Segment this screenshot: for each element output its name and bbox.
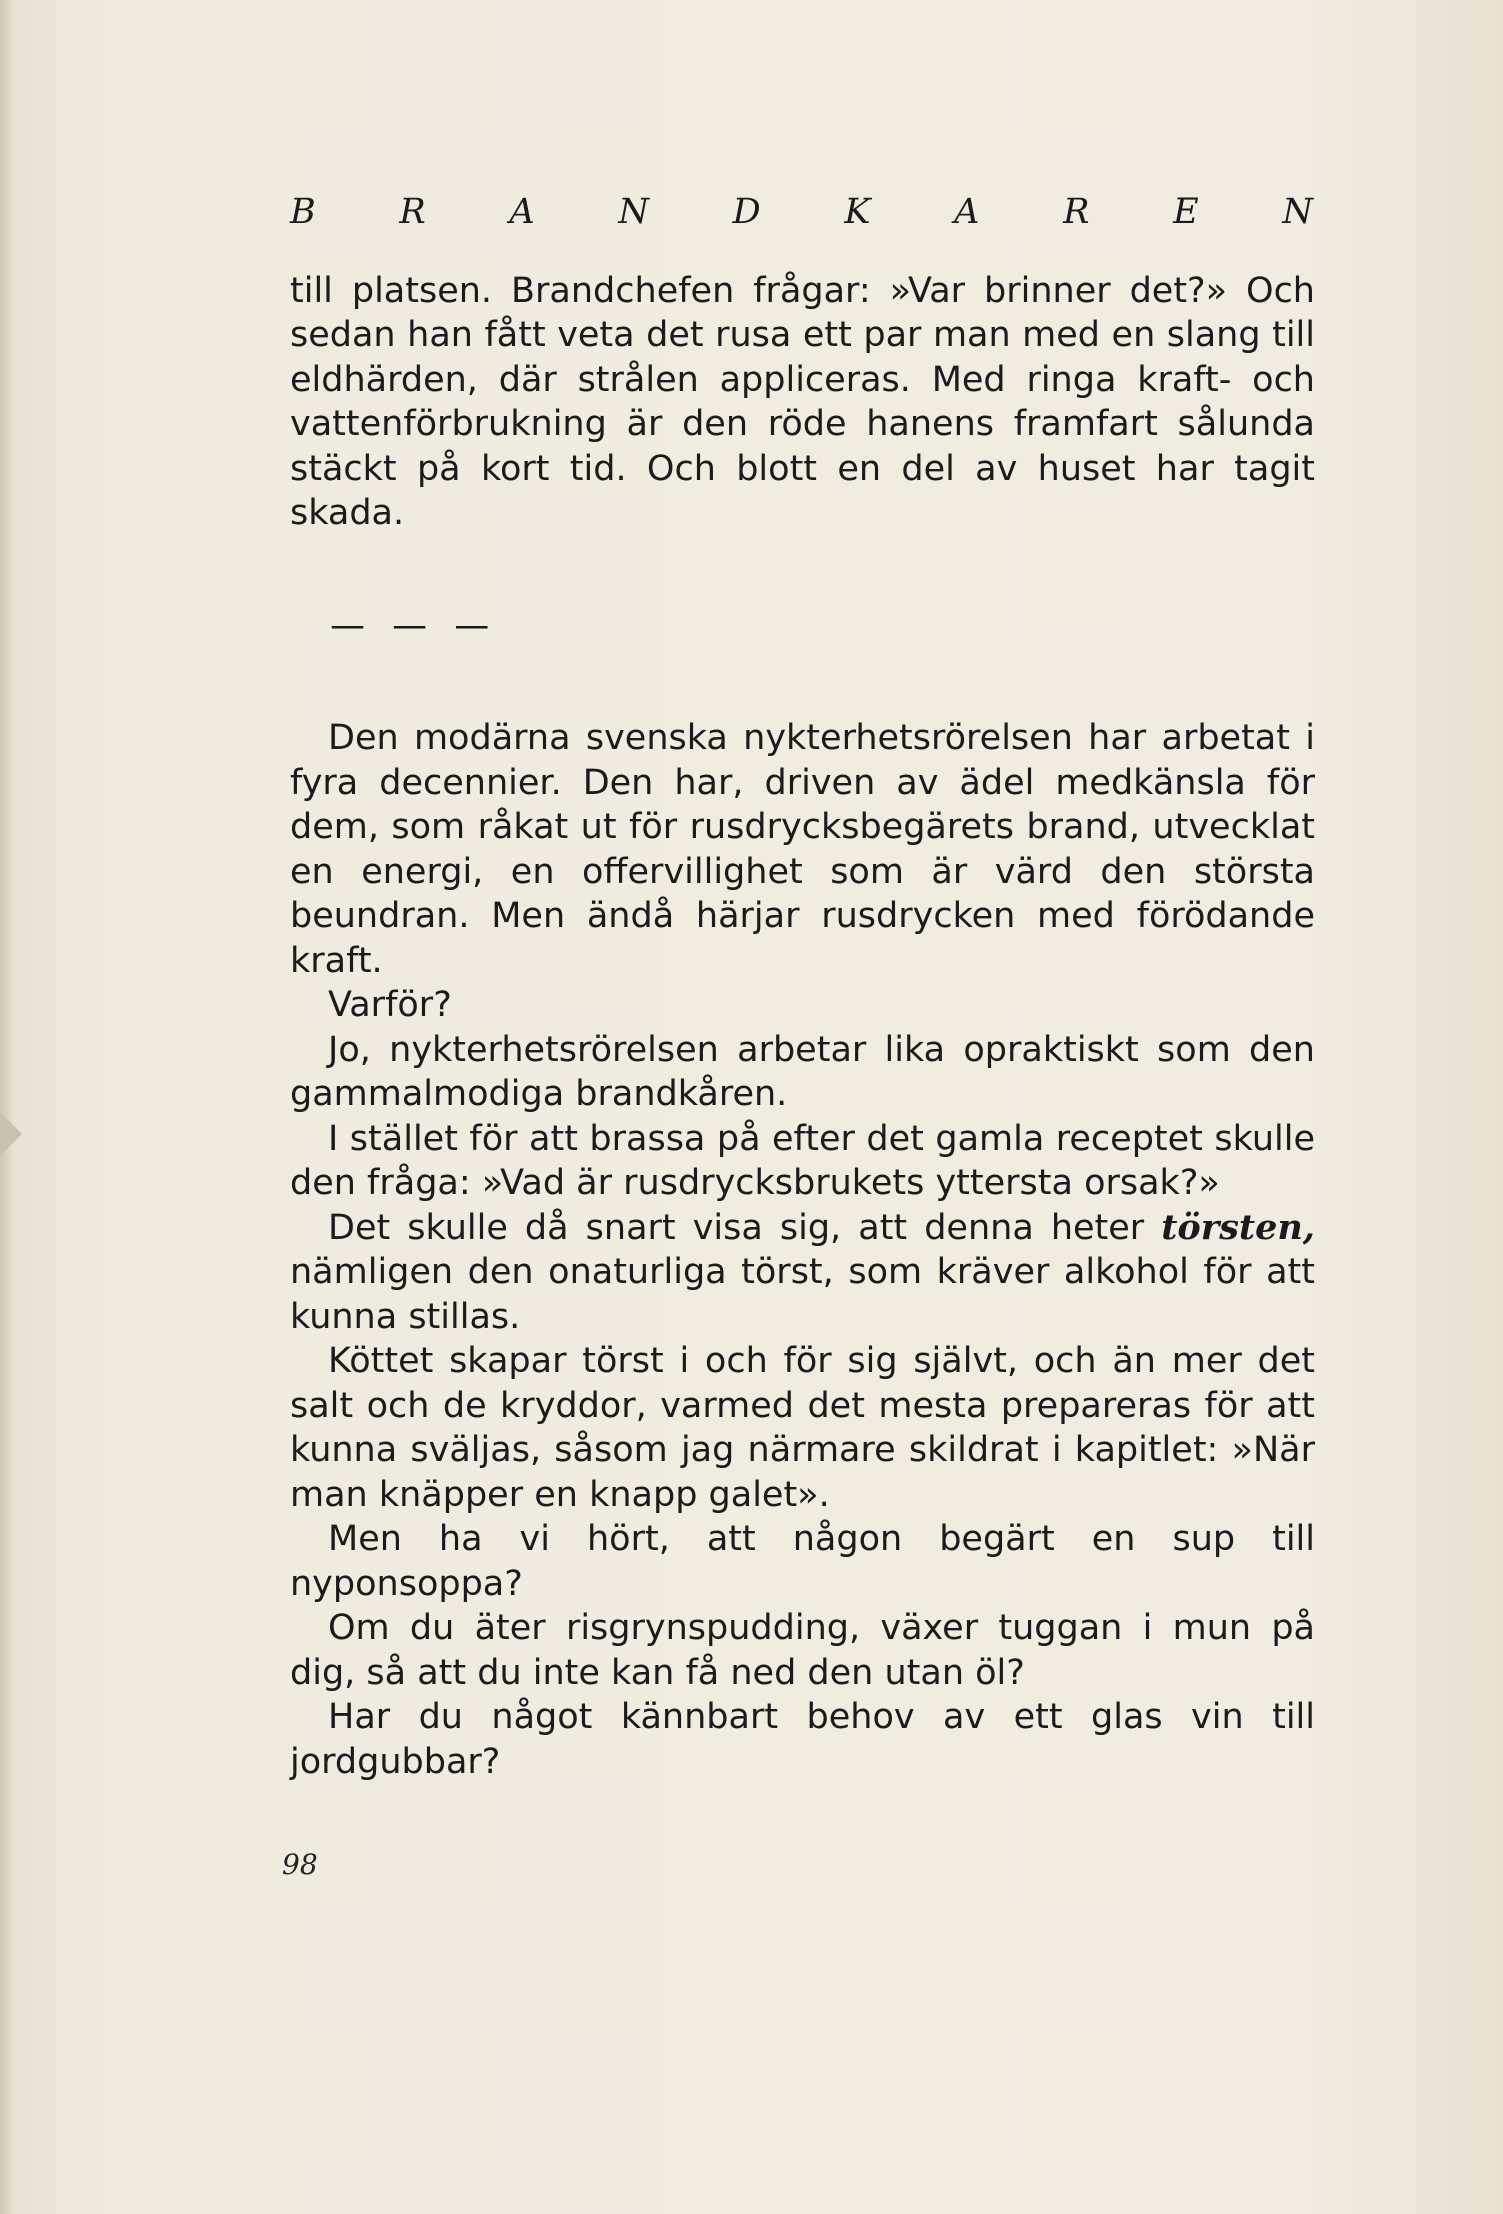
paragraph: Köttet skapar törst i och för sig självt, och än mer det salt och de kryddor, varmed det mesta prepareras för att kunna sväljas, såsom jag närmare skildrat i kapitlet: »När man knäpper en knapp galet». — [290, 1341, 1315, 1515]
paragraph: till platsen. Brandchefen frågar: »Var brinner det?» Och sedan han fått veta det rusa ett par man med en slang till eldhärden, där strålen appliceras. Med ringa kraft- och vattenförbrukning är den röde hanens framfart sålunda stäckt på kort tid. Och blott en del av huset har tagit skada. — [290, 270, 1315, 533]
paragraph: Jo, nykterhetsrörelsen arbetar lika opraktiskt som den gammalmodiga brandkåren. — [290, 1029, 1315, 1114]
paragraph: I stället för att brassa på efter det gamla receptet skulle den fråga: »Vad är rusdrycksbrukets yttersta orsak?» — [290, 1118, 1315, 1203]
running-head-letter: N — [618, 192, 651, 232]
paragraph-with-emphasis — [290, 1206, 1315, 1340]
running-head-letter: R — [399, 192, 428, 232]
paragraph: Varför? — [328, 985, 452, 1025]
paragraph: Men ha vi hört, att någon begärt en sup till nyponsoppa? — [290, 1519, 1315, 1604]
paragraph: Den modärna svenska nykterhetsrörelsen har arbetat i fyra decennier. Den har, driven av ädel medkänsla för dem, som råkat ut för rusdrycksbegärets brand, utvecklat en energi, en offervillighet som är värd den största beundran. Men ändå härjar rusdrycken med förödande kraft. — [290, 718, 1315, 981]
running-head-letter: N — [1282, 192, 1315, 232]
page-number: 98 — [282, 1848, 318, 1881]
running-head-letter: E — [1173, 192, 1201, 232]
text-block — [290, 190, 1315, 1784]
section-separator: — — — — [330, 605, 498, 646]
running-head-letter: D — [732, 192, 763, 232]
running-head-letter: R — [1063, 192, 1092, 232]
emphasized-word: törsten, — [1161, 1206, 1315, 1248]
running-head — [290, 190, 1315, 235]
paragraph: Om du äter risgrynspudding, växer tuggan i mun på dig, så att du inte kan få ned den utan öl? — [290, 1608, 1315, 1693]
paragraph-text: Det skulle då snart visa sig, att denna heter — [328, 1207, 1162, 1248]
paragraph-text: nämligen den onaturliga törst, som kräver alkohol för att kunna stillas. — [290, 1252, 1315, 1337]
gutter-shadow — [0, 0, 14, 2214]
running-head-letter: A — [509, 192, 537, 232]
running-head-letter: K — [844, 192, 873, 232]
page-edge-mark — [0, 1112, 22, 1156]
running-head-letter: B — [290, 192, 318, 232]
paragraph: Har du något kännbart behov av ett glas vin till jordgubbar? — [290, 1697, 1315, 1782]
running-head-letter: A — [954, 192, 982, 232]
